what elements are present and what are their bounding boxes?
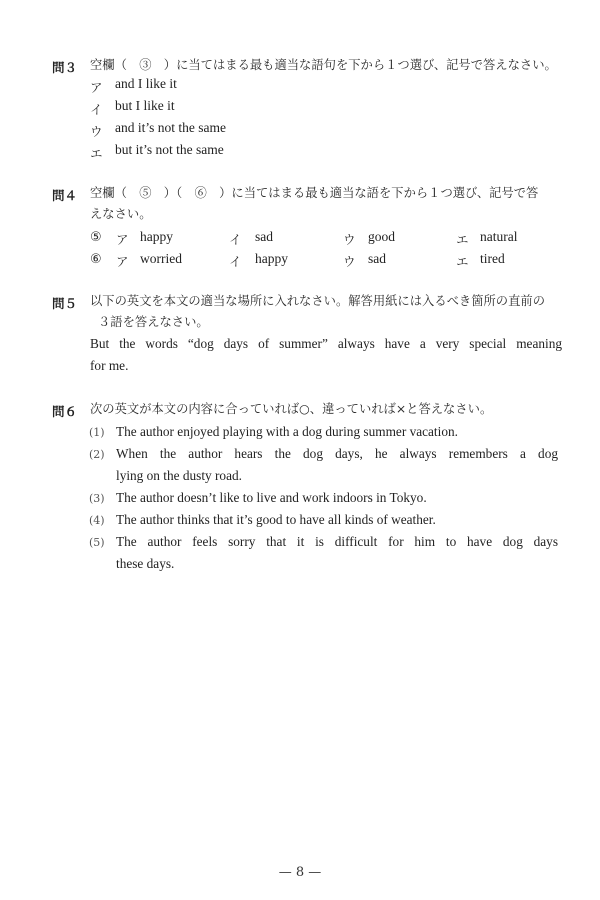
question-instruction-line2: ３語を答えなさい。 bbox=[98, 315, 209, 329]
page-number: — 8 — bbox=[278, 865, 322, 880]
option-text: but it’s not the same bbox=[115, 142, 224, 157]
item-text-line2: lying on the dusty road. bbox=[116, 468, 242, 483]
choice-text: happy bbox=[255, 251, 288, 266]
item-text: The author thinks that it’s good to have all kinds of weather. bbox=[116, 512, 436, 527]
item-text: The author doesn’t like to live and work indoors in Tokyo. bbox=[116, 490, 427, 505]
choice-mark: ア bbox=[116, 254, 129, 269]
item-number: (1) bbox=[89, 426, 105, 439]
question-6 bbox=[52, 402, 562, 582]
choice-text: happy bbox=[140, 229, 173, 244]
choice-mark: イ bbox=[229, 254, 242, 269]
option-mark: ウ bbox=[90, 124, 103, 139]
question-number: 問３ bbox=[52, 60, 78, 75]
question-5 bbox=[52, 294, 562, 379]
choice-mark: ウ bbox=[343, 254, 356, 269]
question-instruction-line1: 空欄（ ⑤ ）（ ⑥ ）に当てはまる最も適当な語を下から１つ選び、記号で答 bbox=[90, 186, 539, 200]
item-text-line1: The author feels sorry that it is difficult for him to have dog days bbox=[116, 534, 558, 549]
option-mark: エ bbox=[90, 146, 103, 161]
item-number: (4) bbox=[89, 514, 105, 527]
blank-label: ⑥ bbox=[90, 252, 102, 267]
blank-label: ⑤ bbox=[90, 230, 102, 245]
option-text: and I like it bbox=[115, 76, 177, 91]
choice-mark: イ bbox=[229, 232, 242, 247]
insert-sentence-line2: for me. bbox=[90, 358, 129, 373]
choice-mark: ウ bbox=[343, 232, 356, 247]
option-text: and it’s not the same bbox=[115, 120, 226, 135]
option-mark: ア bbox=[90, 80, 103, 95]
choice-text: sad bbox=[255, 229, 273, 244]
item-number: (2) bbox=[89, 448, 105, 461]
item-text-line1: When the author hears the dog days, he always remembers a dog bbox=[116, 446, 558, 461]
choice-text: sad bbox=[368, 251, 386, 266]
item-text-line2: these days. bbox=[116, 556, 175, 571]
choice-mark: ア bbox=[116, 232, 129, 247]
question-4 bbox=[52, 186, 562, 276]
question-instruction: 空欄（ ③ ）に当てはまる最も適当な語句を下から１つ選び、記号で答えなさい。 bbox=[90, 58, 557, 72]
question-3 bbox=[52, 58, 562, 168]
choice-text: good bbox=[368, 229, 395, 244]
choice-mark: エ bbox=[456, 254, 469, 269]
question-instruction-line2: えなさい。 bbox=[90, 207, 152, 221]
item-number: (5) bbox=[89, 536, 105, 549]
choice-text: worried bbox=[140, 251, 182, 266]
insert-sentence-line1: But the words “dog days of summer” always have a very special meaning bbox=[90, 336, 562, 351]
question-number: 問４ bbox=[52, 188, 78, 203]
choice-mark: エ bbox=[456, 232, 469, 247]
choice-text: tired bbox=[480, 251, 505, 266]
option-text: but I like it bbox=[115, 98, 175, 113]
question-instruction: 次の英文が本文の内容に合っていれば○、違っていれば×と答えなさい。 bbox=[90, 402, 493, 416]
item-number: (3) bbox=[89, 492, 105, 505]
question-instruction-line1: 以下の英文を本文の適当な場所に入れなさい。解答用紙には入るべき箇所の直前の bbox=[90, 294, 545, 308]
option-mark: イ bbox=[90, 102, 103, 117]
item-text: The author enjoyed playing with a dog during summer vacation. bbox=[116, 424, 458, 439]
question-number: 問５ bbox=[52, 296, 78, 311]
question-number: 問６ bbox=[52, 404, 78, 419]
choice-text: natural bbox=[480, 229, 518, 244]
